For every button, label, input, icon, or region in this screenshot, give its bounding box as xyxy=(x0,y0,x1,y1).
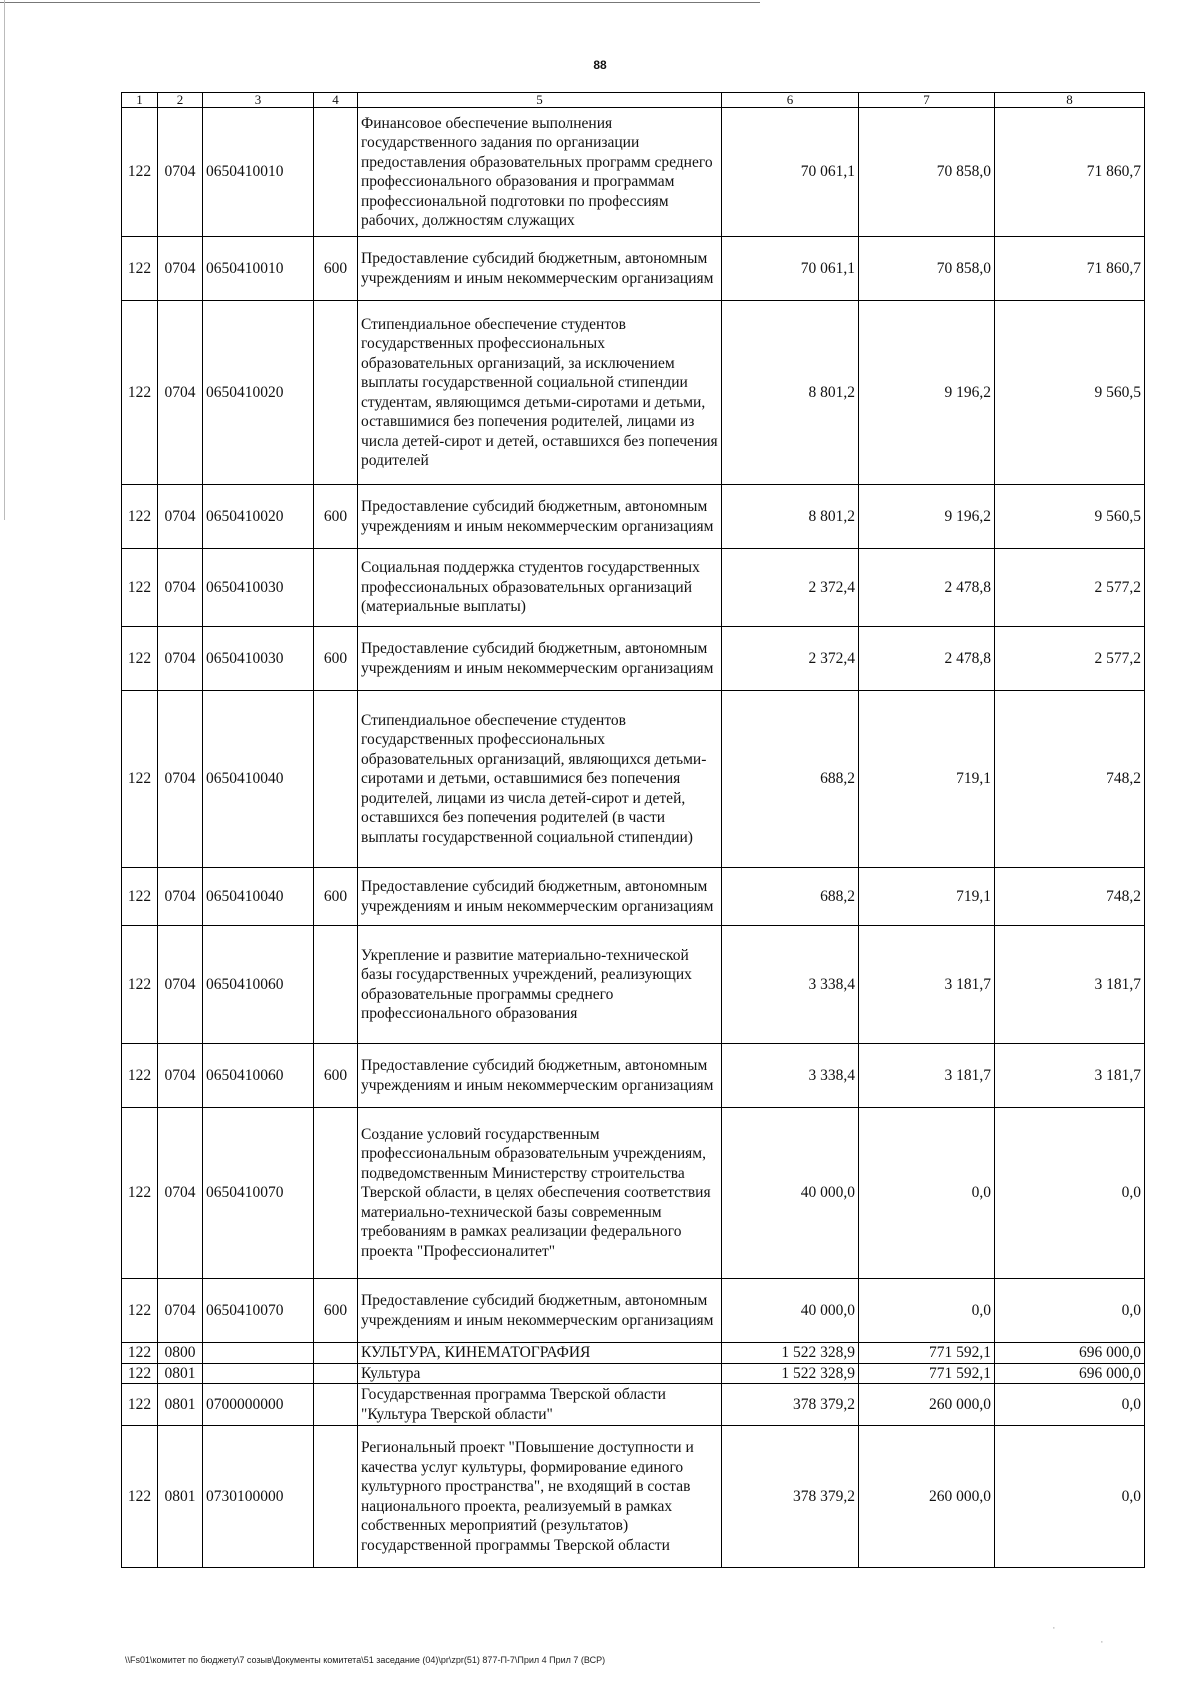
cell-amount-col7: 719,1 xyxy=(859,691,995,868)
cell-admin-code: 122 xyxy=(122,627,158,691)
cell-admin-code: 122 xyxy=(122,926,158,1044)
cell-admin-code: 122 xyxy=(122,301,158,485)
cell-amount-col6: 70 061,1 xyxy=(722,108,859,237)
cell-amount-col8: 3 181,7 xyxy=(995,926,1145,1044)
cell-admin-code: 122 xyxy=(122,691,158,868)
cell-amount-col7: 70 858,0 xyxy=(859,237,995,301)
cell-amount-col7: 2 478,8 xyxy=(859,627,995,691)
cell-admin-code: 122 xyxy=(122,237,158,301)
cell-target-code: 0650410020 xyxy=(203,301,314,485)
scan-edge-line-left xyxy=(4,0,5,520)
cell-expense-type xyxy=(314,1426,358,1568)
cell-description: Предоставление субсидий бюджетным, автономным учреждениям и иным некоммерческим организациям xyxy=(358,868,722,926)
scan-speck: · xyxy=(1052,1622,1056,1634)
cell-expense-type xyxy=(314,301,358,485)
cell-target-code xyxy=(203,1343,314,1364)
cell-section-code: 0704 xyxy=(158,926,203,1044)
cell-amount-col6: 2 372,4 xyxy=(722,549,859,627)
cell-amount-col6: 3 338,4 xyxy=(722,1044,859,1108)
table-row xyxy=(122,691,1145,868)
cell-description: КУЛЬТУРА, КИНЕМАТОГРАФИЯ xyxy=(358,1343,722,1364)
cell-admin-code: 122 xyxy=(122,1426,158,1568)
cell-amount-col6: 1 522 328,9 xyxy=(722,1343,859,1364)
cell-amount-col6: 688,2 xyxy=(722,868,859,926)
cell-expense-type xyxy=(314,1343,358,1364)
table-row xyxy=(122,1384,1145,1426)
cell-target-code: 0730100000 xyxy=(203,1426,314,1568)
cell-amount-col7: 260 000,0 xyxy=(859,1426,995,1568)
cell-target-code: 0650410030 xyxy=(203,549,314,627)
cell-description: Стипендиальное обеспечение студентов государственных профессиональных образовательных организаций, за исключением выплаты государственной социальной стипендии студентам, являющимся детьми-сиротами и детьми, оставшимися без попечения родителей, лицами из числа детей-сирот и детей, оставшихся без попечения родителей xyxy=(358,301,722,485)
cell-amount-col7: 771 592,1 xyxy=(859,1363,995,1384)
cell-expense-type xyxy=(314,1108,358,1279)
cell-amount-col8: 696 000,0 xyxy=(995,1363,1145,1384)
table-row xyxy=(122,1279,1145,1343)
cell-amount-col6: 688,2 xyxy=(722,691,859,868)
cell-amount-col8: 0,0 xyxy=(995,1108,1145,1279)
cell-description: Предоставление субсидий бюджетным, автономным учреждениям и иным некоммерческим организациям xyxy=(358,485,722,549)
cell-amount-col8: 696 000,0 xyxy=(995,1343,1145,1364)
cell-amount-col6: 3 338,4 xyxy=(722,926,859,1044)
cell-target-code: 0650410060 xyxy=(203,1044,314,1108)
cell-expense-type: 600 xyxy=(314,485,358,549)
cell-admin-code: 122 xyxy=(122,549,158,627)
cell-admin-code: 122 xyxy=(122,1279,158,1343)
header-cell: 3 xyxy=(203,93,314,108)
cell-amount-col6: 378 379,2 xyxy=(722,1384,859,1426)
budget-table xyxy=(121,92,1145,1568)
cell-amount-col8: 0,0 xyxy=(995,1384,1145,1426)
cell-admin-code: 122 xyxy=(122,1384,158,1426)
cell-description: Укрепление и развитие материально-технической базы государственных учреждений, реализующих образовательные программы среднего профессионального образования xyxy=(358,926,722,1044)
cell-section-code: 0801 xyxy=(158,1363,203,1384)
cell-section-code: 0704 xyxy=(158,1108,203,1279)
cell-target-code: 0650410030 xyxy=(203,627,314,691)
cell-amount-col6: 40 000,0 xyxy=(722,1108,859,1279)
cell-target-code: 0650410070 xyxy=(203,1108,314,1279)
table-row xyxy=(122,1108,1145,1279)
cell-description: Финансовое обеспечение выполнения государственного задания по организации предоставления образовательных программ среднего профессионального образования и программам профессиональной подготовки по профессиям рабочих, должностям служащих xyxy=(358,108,722,237)
table-row xyxy=(122,108,1145,237)
cell-section-code: 0704 xyxy=(158,549,203,627)
cell-admin-code: 122 xyxy=(122,1363,158,1384)
cell-admin-code: 122 xyxy=(122,108,158,237)
cell-amount-col7: 2 478,8 xyxy=(859,549,995,627)
cell-section-code: 0704 xyxy=(158,301,203,485)
cell-expense-type: 600 xyxy=(314,868,358,926)
header-cell: 1 xyxy=(122,93,158,108)
cell-description: Создание условий государственным профессиональным образовательным учреждениям, подведомственным Министерству строительства Тверской области, в целях обеспечения соответствия материально-технической базы современным требованиям в рамках реализации федерального проекта "Профессионалитет" xyxy=(358,1108,722,1279)
cell-amount-col6: 2 372,4 xyxy=(722,627,859,691)
cell-amount-col7: 9 196,2 xyxy=(859,485,995,549)
scan-speck: · xyxy=(1100,1636,1104,1648)
table-row xyxy=(122,868,1145,926)
cell-amount-col7: 9 196,2 xyxy=(859,301,995,485)
cell-amount-col8: 71 860,7 xyxy=(995,237,1145,301)
cell-section-code: 0704 xyxy=(158,691,203,868)
cell-expense-type xyxy=(314,1384,358,1426)
cell-amount-col8: 2 577,2 xyxy=(995,627,1145,691)
cell-target-code: 0650410010 xyxy=(203,237,314,301)
cell-admin-code: 122 xyxy=(122,1044,158,1108)
cell-description: Культура xyxy=(358,1363,722,1384)
cell-section-code: 0704 xyxy=(158,485,203,549)
cell-description: Предоставление субсидий бюджетным, автономным учреждениям и иным некоммерческим организациям xyxy=(358,1279,722,1343)
cell-description: Государственная программа Тверской области "Культура Тверской области" xyxy=(358,1384,722,1426)
cell-amount-col6: 378 379,2 xyxy=(722,1426,859,1568)
cell-amount-col7: 0,0 xyxy=(859,1279,995,1343)
cell-expense-type: 600 xyxy=(314,1279,358,1343)
cell-expense-type xyxy=(314,926,358,1044)
cell-amount-col8: 0,0 xyxy=(995,1426,1145,1568)
cell-target-code: 0700000000 xyxy=(203,1384,314,1426)
cell-amount-col8: 0,0 xyxy=(995,1279,1145,1343)
table-row xyxy=(122,485,1145,549)
cell-target-code: 0650410060 xyxy=(203,926,314,1044)
cell-amount-col8: 3 181,7 xyxy=(995,1044,1145,1108)
cell-section-code: 0704 xyxy=(158,108,203,237)
column-number-header xyxy=(122,93,1145,108)
cell-section-code: 0704 xyxy=(158,627,203,691)
cell-amount-col7: 70 858,0 xyxy=(859,108,995,237)
cell-section-code: 0704 xyxy=(158,237,203,301)
cell-amount-col7: 3 181,7 xyxy=(859,926,995,1044)
table-row xyxy=(122,549,1145,627)
cell-admin-code: 122 xyxy=(122,1343,158,1364)
cell-amount-col6: 8 801,2 xyxy=(722,485,859,549)
cell-section-code: 0800 xyxy=(158,1343,203,1364)
cell-amount-col8: 748,2 xyxy=(995,691,1145,868)
cell-amount-col6: 70 061,1 xyxy=(722,237,859,301)
cell-expense-type: 600 xyxy=(314,1044,358,1108)
scan-edge-line xyxy=(0,2,760,3)
cell-target-code: 0650410040 xyxy=(203,691,314,868)
cell-amount-col6: 8 801,2 xyxy=(722,301,859,485)
table-row xyxy=(122,1343,1145,1364)
cell-expense-type xyxy=(314,549,358,627)
header-cell: 5 xyxy=(358,93,722,108)
cell-expense-type: 600 xyxy=(314,237,358,301)
header-cell: 8 xyxy=(995,93,1145,108)
cell-target-code xyxy=(203,1363,314,1384)
cell-amount-col8: 9 560,5 xyxy=(995,301,1145,485)
cell-admin-code: 122 xyxy=(122,485,158,549)
cell-amount-col7: 3 181,7 xyxy=(859,1044,995,1108)
cell-amount-col7: 260 000,0 xyxy=(859,1384,995,1426)
cell-amount-col8: 71 860,7 xyxy=(995,108,1145,237)
cell-amount-col7: 719,1 xyxy=(859,868,995,926)
cell-section-code: 0704 xyxy=(158,1044,203,1108)
cell-amount-col8: 748,2 xyxy=(995,868,1145,926)
cell-description: Предоставление субсидий бюджетным, автономным учреждениям и иным некоммерческим организациям xyxy=(358,627,722,691)
cell-description: Региональный проект "Повышение доступности и качества услуг культуры, формирование единого культурного пространства", не входящий в состав национального проекта, реализуемый в рамках собственных мероприятий (результатов) государственной программы Тверской области xyxy=(358,1426,722,1568)
cell-expense-type: 600 xyxy=(314,627,358,691)
cell-amount-col7: 771 592,1 xyxy=(859,1343,995,1364)
cell-description: Предоставление субсидий бюджетным, автономным учреждениям и иным некоммерческим организациям xyxy=(358,237,722,301)
header-cell: 2 xyxy=(158,93,203,108)
cell-description: Стипендиальное обеспечение студентов государственных профессиональных образовательных организаций, являющихся детьми-сиротами и детьми, оставшимися без попечения родителей, лицами из числа детей-сирот и детей, оставшихся без попечения родителей (в части выплаты государственной социальной стипендии) xyxy=(358,691,722,868)
table-row xyxy=(122,301,1145,485)
cell-description: Социальная поддержка студентов государственных профессиональных образовательных организаций (материальные выплаты) xyxy=(358,549,722,627)
cell-amount-col6: 1 522 328,9 xyxy=(722,1363,859,1384)
cell-target-code: 0650410070 xyxy=(203,1279,314,1343)
cell-section-code: 0801 xyxy=(158,1426,203,1568)
cell-amount-col7: 0,0 xyxy=(859,1108,995,1279)
cell-target-code: 0650410020 xyxy=(203,485,314,549)
file-path-footer: \\Fs01\комитет по бюджету\7 созыв\Документы комитета\51 заседание (04)\pr\zpr(51) 877-П-7\Прил 4 Прил 7 (ВСР) xyxy=(125,1655,606,1665)
header-cell: 6 xyxy=(722,93,859,108)
cell-target-code: 0650410010 xyxy=(203,108,314,237)
cell-admin-code: 122 xyxy=(122,868,158,926)
cell-section-code: 0704 xyxy=(158,1279,203,1343)
header-cell: 7 xyxy=(859,93,995,108)
table-row xyxy=(122,1363,1145,1384)
header-cell: 4 xyxy=(314,93,358,108)
cell-expense-type xyxy=(314,1363,358,1384)
table-row xyxy=(122,627,1145,691)
cell-amount-col6: 40 000,0 xyxy=(722,1279,859,1343)
cell-amount-col8: 2 577,2 xyxy=(995,549,1145,627)
cell-expense-type xyxy=(314,108,358,237)
cell-target-code: 0650410040 xyxy=(203,868,314,926)
table-row xyxy=(122,1044,1145,1108)
table-row xyxy=(122,926,1145,1044)
cell-description: Предоставление субсидий бюджетным, автономным учреждениям и иным некоммерческим организациям xyxy=(358,1044,722,1108)
table-row xyxy=(122,237,1145,301)
cell-amount-col8: 9 560,5 xyxy=(995,485,1145,549)
table-row xyxy=(122,1426,1145,1568)
cell-section-code: 0704 xyxy=(158,868,203,926)
cell-expense-type xyxy=(314,691,358,868)
page-number: 88 xyxy=(593,58,607,72)
cell-section-code: 0801 xyxy=(158,1384,203,1426)
cell-admin-code: 122 xyxy=(122,1108,158,1279)
